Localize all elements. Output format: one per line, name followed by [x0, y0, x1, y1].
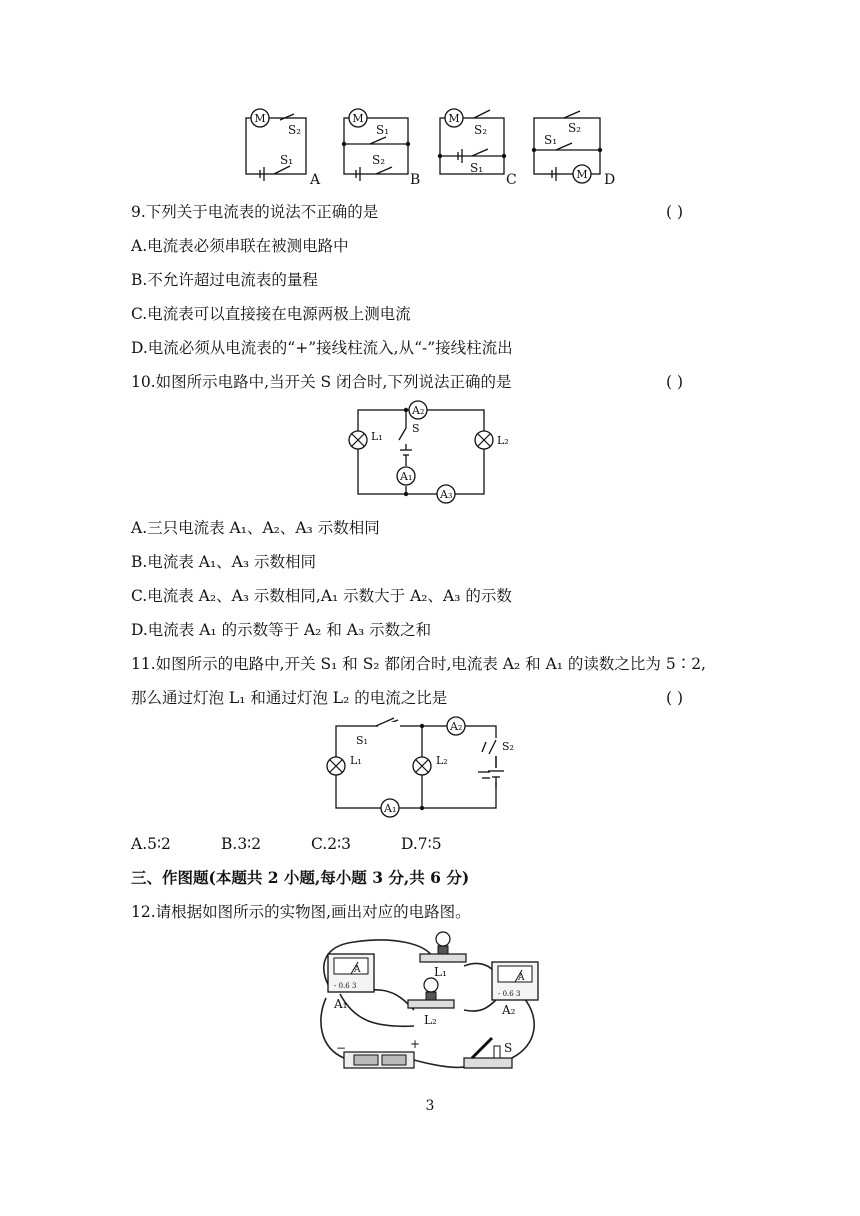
q11-option-a: A.5∶2 — [131, 835, 171, 853]
ammeter-label: A₂ — [502, 1003, 516, 1017]
switch-label: S₁ — [376, 123, 390, 137]
motor-label: M — [448, 112, 460, 125]
q11-option-c: C.2∶3 — [311, 835, 351, 853]
q11-answer-paren[interactable]: ( ) — [666, 689, 684, 707]
option-letter: D — [604, 172, 616, 188]
motor-label: M — [352, 112, 364, 125]
q9-option-c: C.电流表可以直接接在电源两极上测电流 — [131, 305, 411, 323]
ammeter-label: A₁ — [384, 802, 397, 815]
motor-label: M — [576, 168, 588, 181]
q9-option-b: B.不允许超过电流表的量程 — [131, 271, 318, 289]
switch-label: S₂ — [474, 123, 488, 137]
q11-option-d: D.7∶5 — [401, 835, 442, 853]
switch-label: S₂ — [568, 121, 582, 135]
option-letter: C — [506, 172, 517, 188]
q11-options — [131, 834, 442, 854]
q9-answer-paren[interactable]: ( ) — [666, 203, 684, 221]
svg-text:A: A — [518, 973, 525, 983]
switch-label: S — [412, 422, 420, 435]
switch-label: S₁ — [280, 153, 294, 167]
ammeter-label: A₁ — [400, 470, 413, 483]
q10-option-a: A.三只电流表 A₁、A₂、A₃ 示数相同 — [131, 519, 380, 537]
ammeter-label: A₃ — [440, 488, 453, 501]
switch-label: S₁ — [470, 161, 484, 175]
battery-minus-label: − — [336, 1041, 347, 1055]
ammeter-label: A₂ — [412, 404, 425, 417]
switch-label: S₁ — [544, 133, 558, 147]
q8-circuit-options-figure — [236, 104, 626, 188]
q10-option-b: B.电流表 A₁、A₃ 示数相同 — [131, 553, 316, 571]
lamp-label: L₁ — [350, 754, 362, 767]
option-letter: B — [410, 172, 421, 188]
svg-text:- 0.6 3: - 0.6 3 — [334, 982, 357, 990]
q10-option-d: D.电流表 A₁ 的示数等于 A₂ 和 A₃ 示数之和 — [131, 621, 432, 639]
q12-stem: 12.请根据如图所示的实物图,画出对应的电路图。 — [131, 903, 471, 921]
switch-label: S₂ — [502, 740, 514, 753]
section3-heading: 三、作图题(本题共 2 小题,每小题 3 分,共 6 分) — [131, 868, 470, 887]
q11-stem-line1: 11.如图所示的电路中,开关 S₁ 和 S₂ 都闭合时,电流表 A₂ 和 A₁ 的读数之比为 5∶2, — [131, 655, 706, 673]
motor-label: M — [254, 112, 266, 125]
q10-answer-paren[interactable]: ( ) — [666, 373, 684, 391]
ammeter-a2-icon — [492, 962, 538, 1000]
lamp-label: L₂ — [497, 434, 509, 447]
switch-label: S₁ — [356, 734, 368, 747]
q9-stem: 9.下列关于电流表的说法不正确的是 — [131, 203, 379, 221]
q11-stem-line2: 那么通过灯泡 L₁ 和通过灯泡 L₂ 的电流之比是 — [131, 689, 448, 707]
svg-text:A: A — [354, 965, 361, 975]
lamp-label: L₁ — [371, 430, 383, 443]
lamp-label: L₁ — [434, 965, 447, 979]
ammeter-a1-icon — [328, 954, 374, 992]
switch-label: S₂ — [372, 153, 386, 167]
q11-circuit-figure — [326, 716, 516, 816]
q11-option-b: B.3∶2 — [221, 835, 262, 853]
lamp-label: L₂ — [436, 754, 448, 767]
lamp-l1-icon — [420, 932, 466, 962]
option-letter: A — [310, 172, 321, 188]
svg-text:- 0.6 3: - 0.6 3 — [498, 990, 521, 998]
battery-icon — [344, 1052, 414, 1068]
ammeter-label: A₂ — [450, 720, 463, 733]
lamp-label: L₂ — [424, 1013, 437, 1027]
switch-label: S — [504, 1041, 513, 1055]
page-number: 3 — [425, 1098, 435, 1114]
q9-option-d: D.电流必须从电流表的“+”接线柱流入,从“-”接线柱流出 — [131, 339, 513, 357]
ammeter-label: A₁ — [334, 997, 348, 1011]
lamp-l2-icon — [408, 978, 454, 1008]
battery-plus-label: + — [410, 1037, 421, 1051]
q10-stem: 10.如图所示电路中,当开关 S 闭合时,下列说法正确的是 — [131, 373, 512, 391]
q12-physical-circuit-figure — [314, 928, 554, 1076]
switch-label: S₂ — [288, 123, 302, 137]
q9-option-a: A.电流表必须串联在被测电路中 — [131, 237, 349, 255]
q10-circuit-figure — [344, 400, 514, 502]
q10-option-c: C.电流表 A₂、A₃ 示数相同,A₁ 示数大于 A₂、A₃ 的示数 — [131, 587, 512, 605]
